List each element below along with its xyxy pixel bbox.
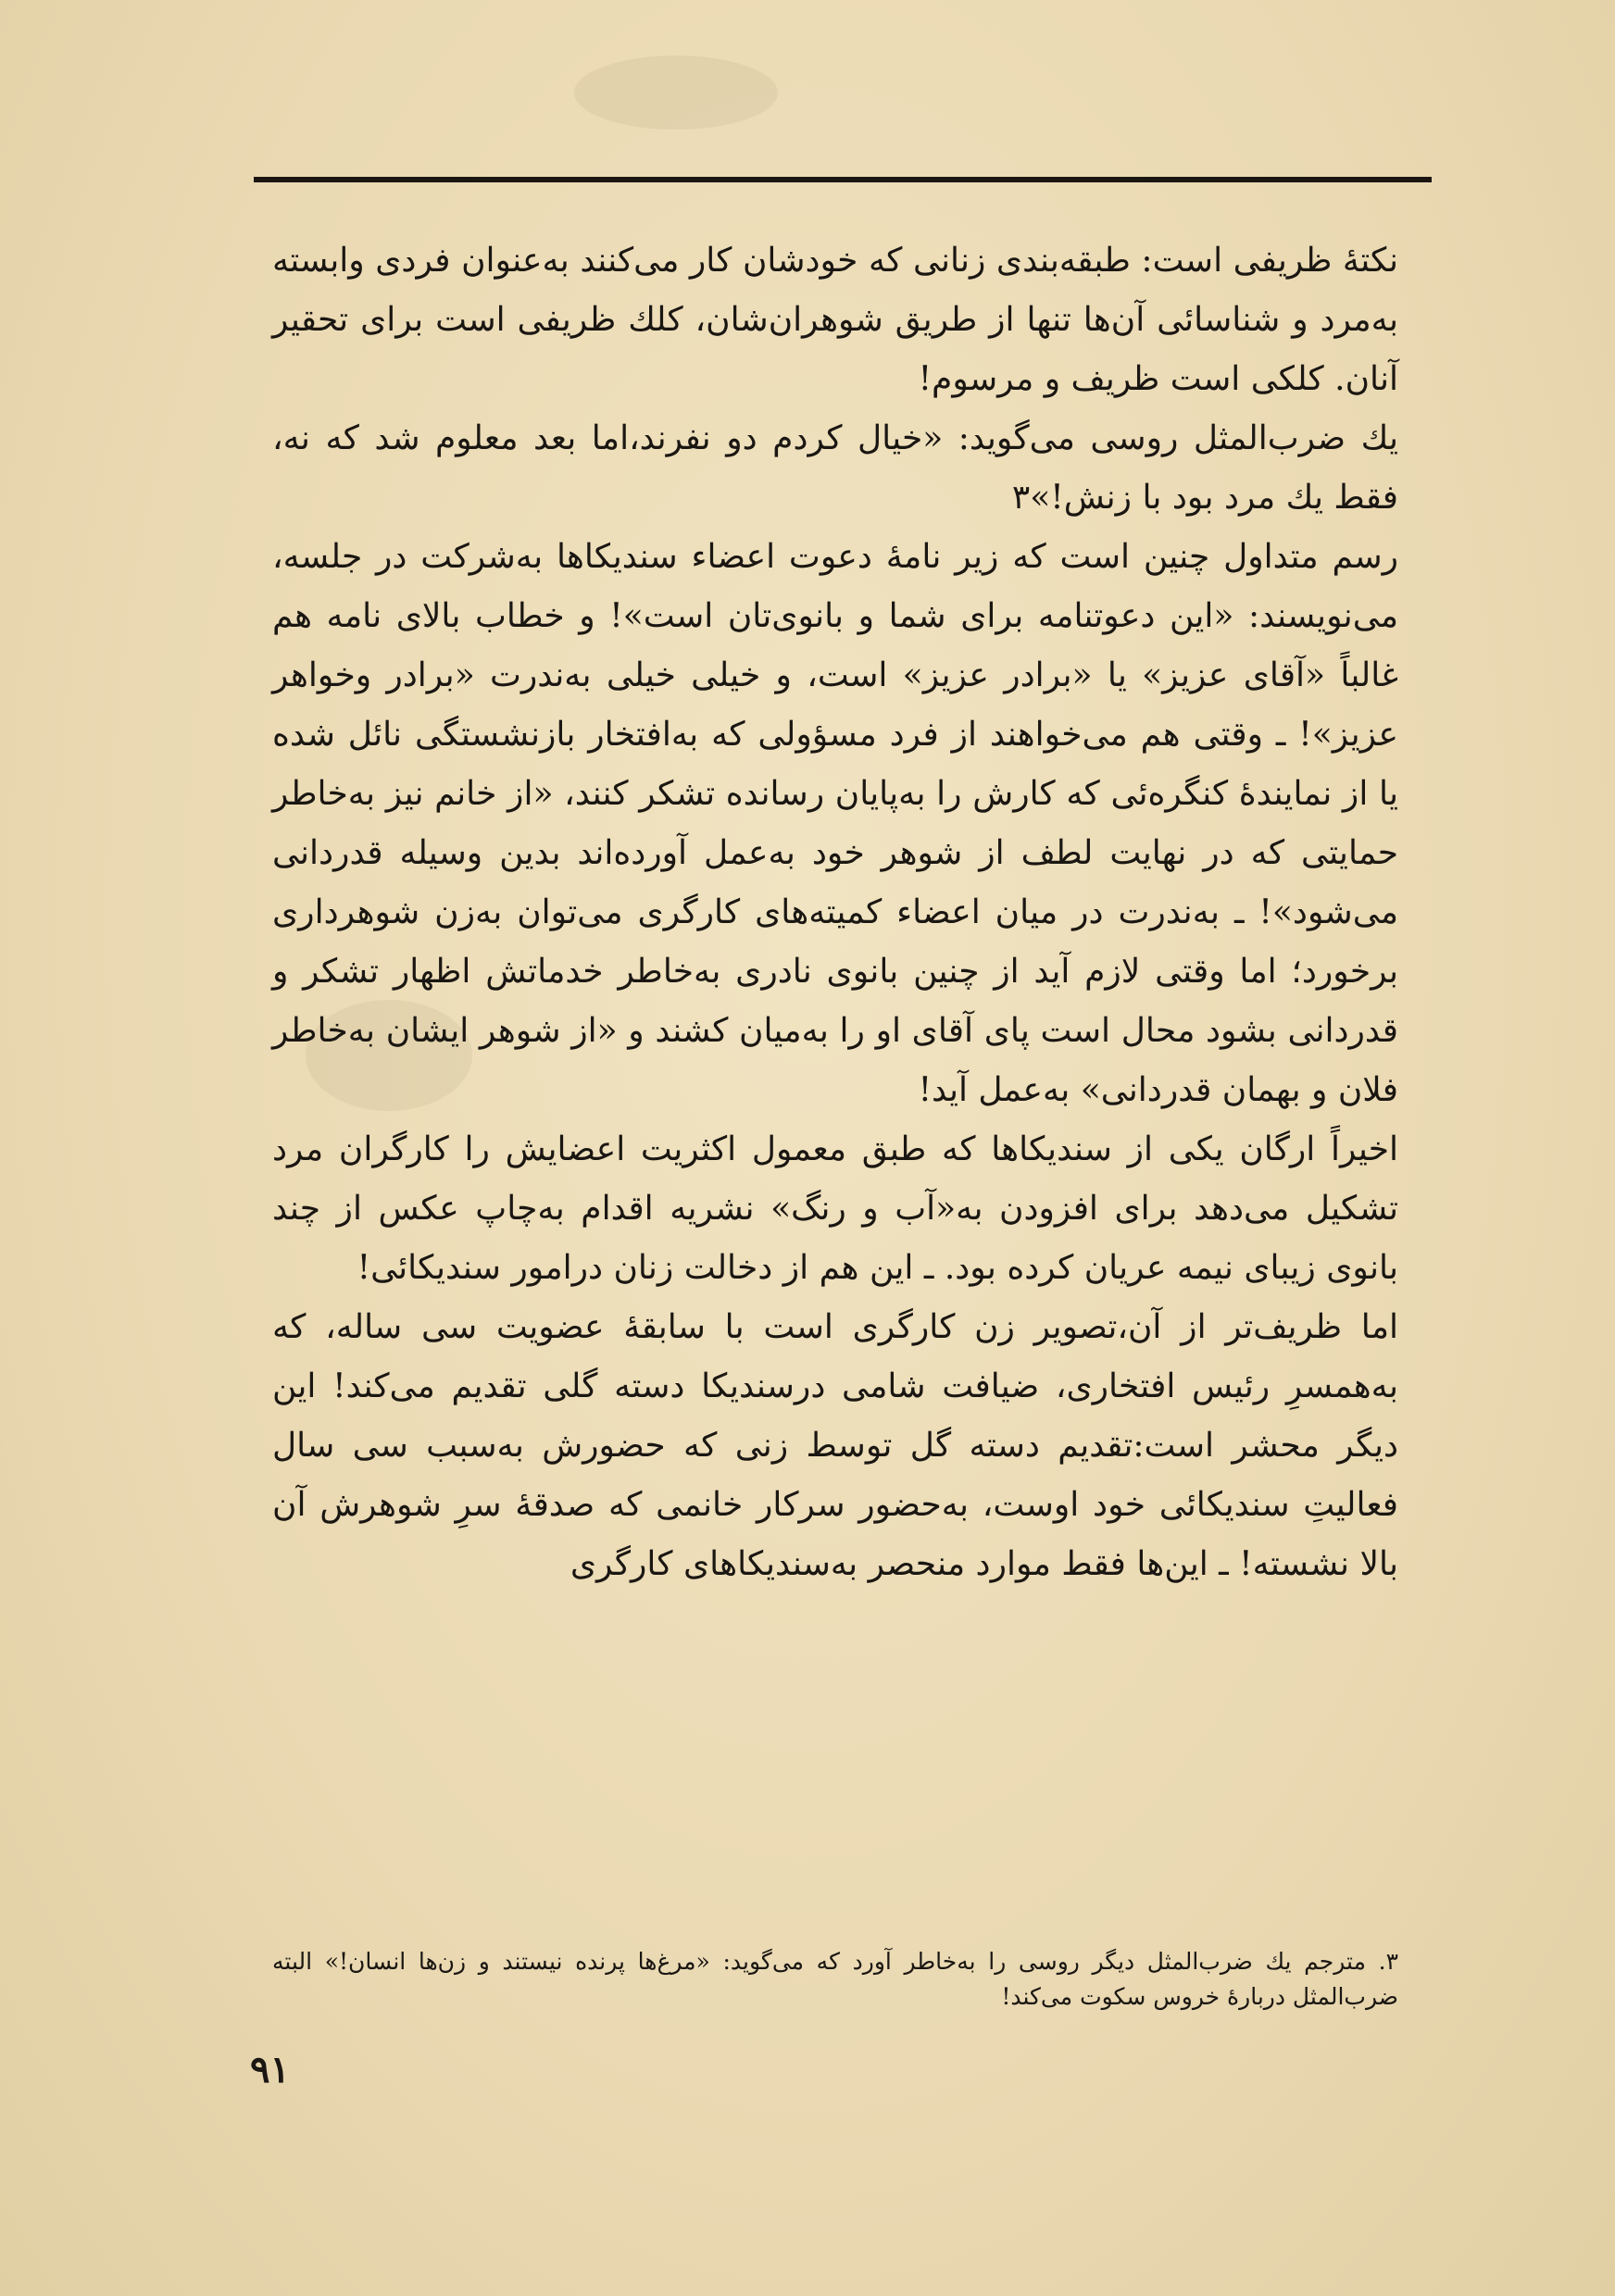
paragraph: اما ظریف‌تر از آن،تصویر زن کارگری است با سابقهٔ عضویت سی ساله، که به‌همسرِ رئیس افتخاری، ضیافت شامی درسندیکا دسته گلی تقدیم می‌کند! این دیگر محشر است:تقدیم دسته گل توسط زنی که حضورش به‌سبب سی سال فعالیتِ سندیکائی خود اوست، به‌حضور سرکار خانمی که صدقهٔ سرِ شوهرش آن بالا نشسته! ـ این‌ها فقط موارد منحصر به‌سندیکاهای کارگری [272, 1308, 1398, 1583]
paragraph: رسم متداول چنین است که زیر نامهٔ دعوت اعضاء سندیکاها به‌شرکت در جلسه، می‌نویسند: «این دعوتنامه برای شما و بانوی‌تان است»! و خطاب بالای نامه هم غالباً «آقای عزیز» یا «برادر عزیز» است، و خیلی خیلی به‌ندرت «برادر وخواهر عزیز»! ـ وقتی هم می‌خواهند از فرد مسؤولی که به‌افتخار بازنشستگی نائل شده یا از نمایندهٔ کنگره‌ئی که کارش را به‌پایان رسانده تشکر کنند، «از خانم نیز به‌خاطر حمایتی که در نهایت لطف از شوهر خود به‌عمل آورده‌اند بدین وسیله قدردانی می‌شود»! ـ به‌ندرت در میان اعضاء کمیته‌های کارگری می‌توان به‌زن شوهرداری برخورد؛ اما وقتی لازم آید از چنین بانوی نادری به‌خاطر خدماتش اظهار تشکر و قدردانی بشود محال است پای آقای او را به‌میان کشند و «از شوهر ایشان به‌خاطر فلان و بهمان قدردانی» به‌عمل آید! [272, 538, 1398, 1109]
page-number: ۹۱ [250, 2048, 290, 2091]
footnote-text: ۳. مترجم یك ضرب‌المثل دیگر روسی را به‌خاطر آورد که می‌گوید: «مرغ‌ها پرنده نیستند و زن‌ها انسان!» البته ضرب‌المثل دربارهٔ خروس سکوت می‌کند! [272, 1948, 1398, 2010]
header-rule [254, 177, 1432, 182]
body-text [272, 231, 1398, 1594]
paragraph: اخیراً ارگان یکی از سندیکاها که طبق معمول اکثریت اعضایش را کارگران مرد تشکیل می‌دهد برای افزودن به«آب و رنگ» نشریه اقدام به‌چاپ عکس از چند بانوی زیبای نیمه عریان کرده بود. ـ این هم از دخالت زنان درامور سندیکائی! [272, 1130, 1398, 1287]
paragraph: یك ضرب‌المثل روسی می‌گوید: «خیال کردم دو نفرند،اما بعد معلوم شد که نه، فقط یك مرد بود با زنش!»۳ [272, 419, 1398, 517]
footnote [272, 1944, 1398, 2015]
paragraph: نکتهٔ ظریفی است: طبقه‌بندی زنانی که خودشان کار می‌کنند به‌عنوان فردی وابسته به‌مرد و شناسائی آن‌ها تنها از طریق شوهران‌شان، کلك ظریفی است برای تحقیر آنان. کلکی است ظریف و مرسوم! [272, 242, 1398, 398]
paper-stain [574, 56, 778, 130]
